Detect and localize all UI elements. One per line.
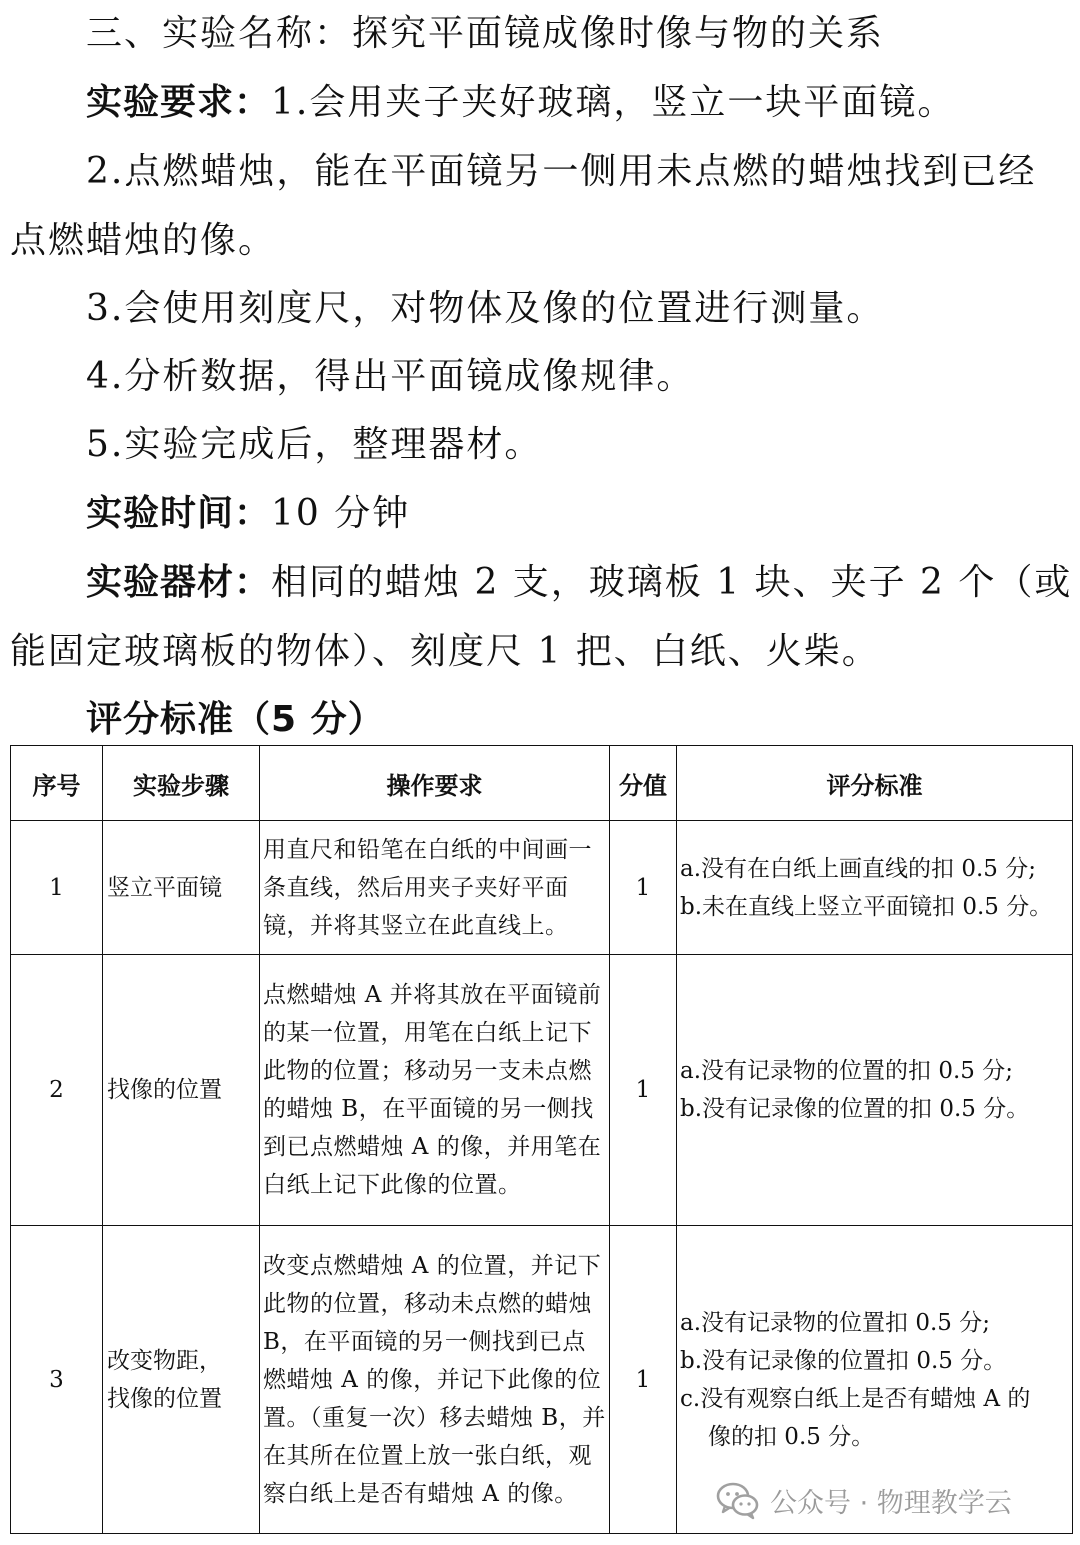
materials-label: 实验器材：: [86, 562, 272, 603]
row-3-step-line-1: 改变物距，: [107, 1347, 222, 1374]
row-3-criterion-c-cont: 像的扣 0.5 分。: [708, 1423, 875, 1450]
requirements-label: 实验要求：: [86, 82, 272, 123]
header-requirement: 操作要求: [260, 746, 610, 821]
requirement-item-2: 2.点燃蜡烛，能在平面镜另一侧用未点燃的蜡烛找到已经: [86, 151, 1037, 192]
materials-line-1: [0, 561, 1080, 605]
requirement-item-2-cont: 点燃蜡烛的像。: [10, 220, 277, 261]
row-3-step-line-2: 找像的位置: [107, 1385, 222, 1412]
scoring-table: [10, 745, 1073, 1534]
time-value: 10 分钟: [271, 493, 411, 534]
watermark: [716, 1480, 1012, 1520]
requirement-item-5: 5.实验完成后，整理器材。: [86, 424, 543, 465]
row-1-criterion-b: b.未在直线上竖立平面镜扣 0.5 分。: [680, 893, 1053, 920]
row-3-criterion-b: b.没有记录像的位置扣 0.5 分。: [680, 1347, 1007, 1374]
materials-line-2: 能固定玻璃板的物体）、刻度尺 1 把、白纸、火柴。: [10, 631, 880, 672]
materials-text-1: 相同的蜡烛 2 支，玻璃板 1 块、夹子 2 个（或: [271, 562, 1073, 603]
row-1-num: 1: [11, 821, 103, 955]
row-1-step-text: 竖立平面镜: [107, 874, 222, 901]
row-2-criterion-a: a.没有记录物的位置的扣 0.5 分;: [680, 1058, 1013, 1084]
table-header-row: [11, 746, 1073, 821]
watermark-text: 公众号 · 物理教学云: [770, 1487, 1012, 1519]
header-criteria: 评分标准: [677, 746, 1073, 821]
row-2-criterion-b: b.没有记录像的位置的扣 0.5 分。: [680, 1096, 1030, 1122]
header-seq: 序号: [11, 746, 103, 821]
row-3-num: 3: [11, 1226, 103, 1534]
table-row: [11, 821, 1073, 955]
row-3-requirement: 改变点燃蜡烛 A 的位置，并记下此物的位置，移动未点燃的蜡烛 B，在平面镜的另一侧找到已点燃蜡烛 A 的像，并记下此像的位置。（重复一次）移去蜡烛 B，并在其所在位置上放一张白纸，观察白纸上是否有蜡烛 A 的像。: [260, 1226, 610, 1534]
requirement-item-3: 3.会使用刻度尺，对物体及像的位置进行测量。: [86, 288, 885, 329]
table-row: [11, 955, 1073, 1226]
row-1-criterion-a: a.没有在白纸上画直线的扣 0.5 分;: [680, 855, 1036, 882]
row-2-criteria: [677, 955, 1073, 1226]
wechat-icon: [716, 1480, 760, 1520]
requirement-item-1-text: 1.会用夹子夹好玻璃，竖立一块平面镜。: [271, 82, 956, 123]
row-3-criterion-a: a.没有记录物的位置扣 0.5 分;: [680, 1309, 990, 1336]
header-step: 实验步骤: [103, 746, 260, 821]
row-1-criteria: [677, 821, 1073, 955]
requirement-item-1: [0, 81, 1080, 125]
row-1-requirement: 用直尺和铅笔在白纸的中间画一条直线，然后用夹子夹好平面镜，并将其竖立在此直线上。: [260, 821, 610, 955]
row-2-num: 2: [11, 955, 103, 1226]
row-1-value: 1: [610, 821, 677, 955]
row-2-requirement: 点燃蜡烛 A 并将其放在平面镜前的某一位置，用笔在白纸上记下此物的位置；移动另一支未点燃的蜡烛 B，在平面镜的另一侧找到已点燃蜡烛 A 的像，并用笔在白纸上记下此像的位置。: [260, 955, 610, 1226]
row-2-value: 1: [610, 955, 677, 1226]
row-2-step-text: 找像的位置: [107, 1077, 222, 1103]
row-3-step: [103, 1226, 260, 1534]
scoring-title: 评分标准（5 分）: [86, 699, 385, 740]
header-value: 分值: [610, 746, 677, 821]
row-3-value: 1: [610, 1226, 677, 1534]
row-2-step: [103, 955, 260, 1226]
experiment-time: [0, 492, 1080, 536]
requirement-item-4: 4.分析数据，得出平面镜成像规律。: [86, 356, 695, 397]
row-3-criterion-c: c.没有观察白纸上是否有蜡烛 A 的: [680, 1385, 1031, 1412]
experiment-heading: 三、实验名称：探究平面镜成像时像与物的关系: [86, 13, 885, 54]
row-1-step: [103, 821, 260, 955]
time-label: 实验时间：: [86, 493, 272, 534]
